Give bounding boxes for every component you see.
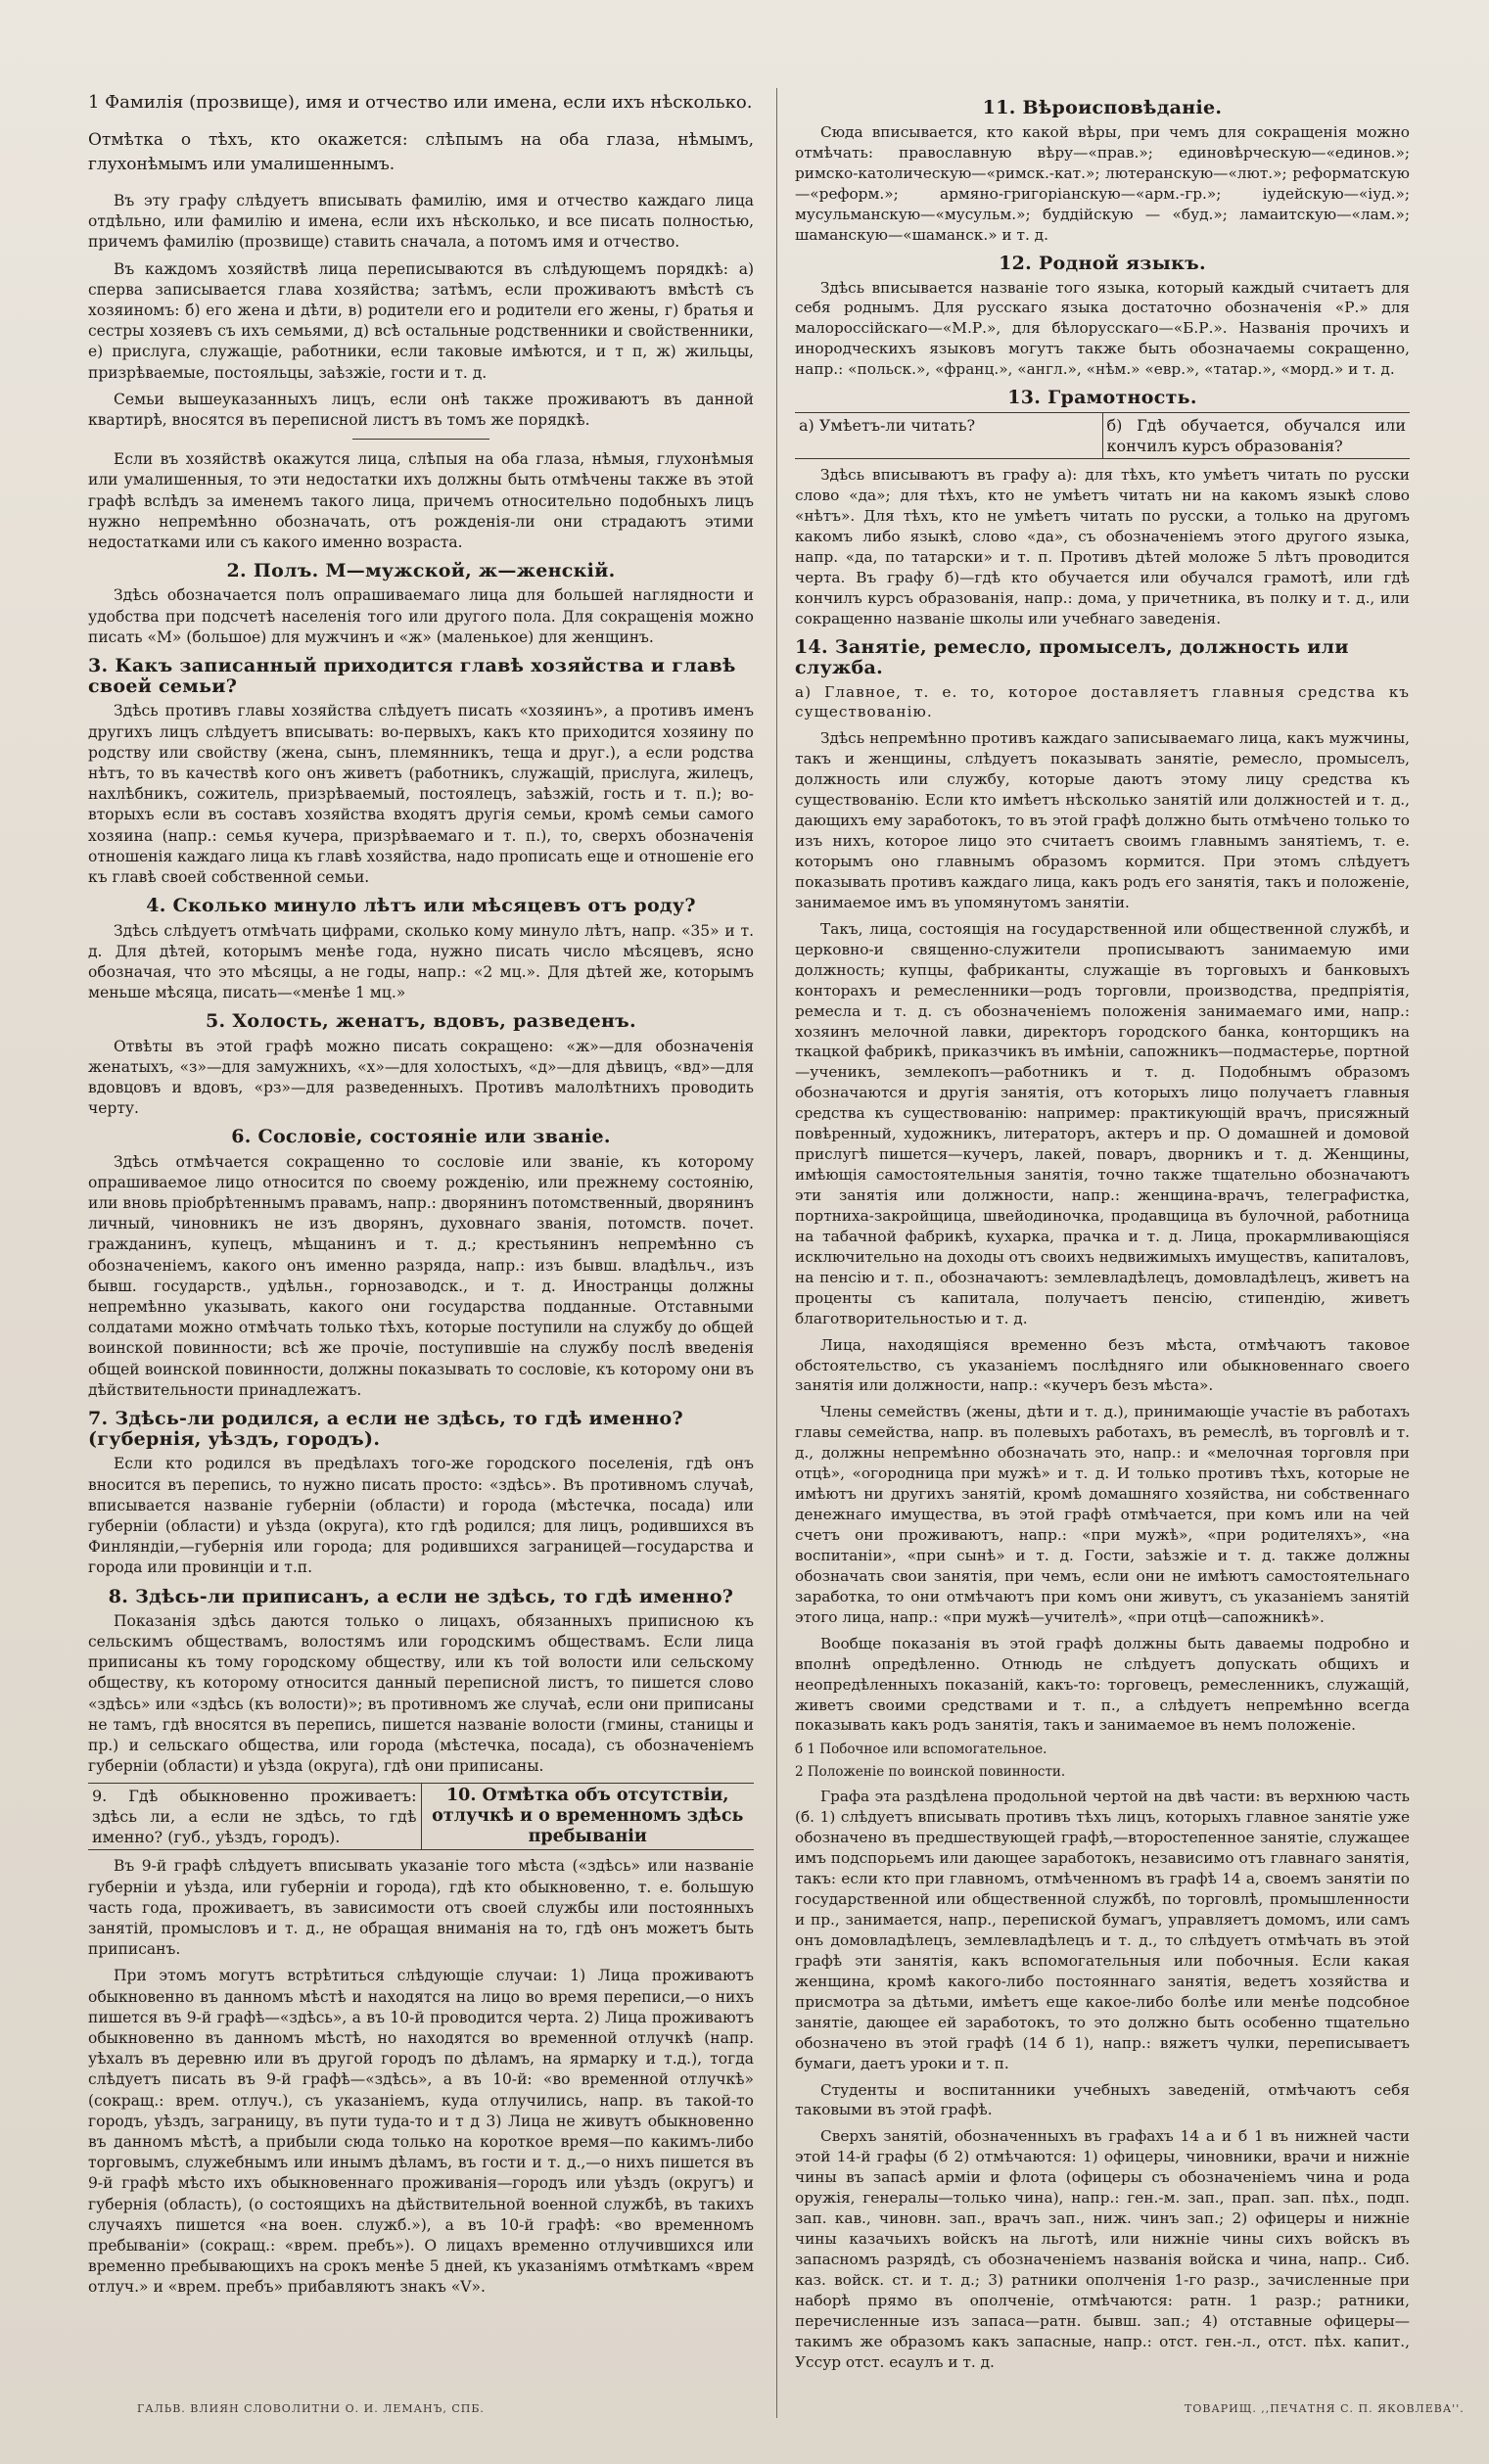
section-13-title: 13. Грамотность. — [1007, 387, 1197, 409]
paragraph: Сюда вписывается, кто какой вѣры, при чемъ для сокращенія можно отмѣчать: православную вѣру—«прав.»; единовѣрческую—«единов.»; римско-католическую—«римск.-кат.»; лютеранскую—«лют.»; реформатскую—«реформ.»; армяно-григоріанскую—«арм.-гр.»; іудейскую—«іуд.»; мусульманскую—«мусульм.»; буддійскую — «буд.»; ламаитскую—«лам.»; шаманскую—«шаманск.» и т. д. — [795, 122, 1410, 244]
section-5-title: 5. Холость, женатъ, вдовъ, разведенъ. — [206, 1010, 636, 1033]
column-divider — [776, 88, 777, 2418]
section-3-title: 3. Какъ записанный приходится главѣ хозяйства и главѣ своей семьи? — [88, 655, 736, 698]
paragraph: Отвѣты въ этой графѣ можно писать сокращено: «ж»—для обозначенія женатыхъ, «з»—для замужнихъ, «х»—для холостыхъ, «д»—для дѣвицъ, «вд»—для вдовцовъ и вдовъ, «рз»—для разведенныхъ. Противъ малолѣтнихъ проводить черту. — [88, 1037, 754, 1118]
paragraph: Здѣсь вписываютъ въ графу а): для тѣхъ, кто умѣетъ читать по русски слово «да»; для тѣхъ, кто не умѣетъ читать ни на какомъ языкѣ слово «нѣтъ». Для тѣхъ, кто не умѣетъ читать по русски, а только на другомъ какомъ либо языкѣ, слово «да», съ обозначеніемъ этого другого языка, напр. «да, по татарски» и т. п. Противъ дѣтей моложе 5 лѣтъ проводится черта. Въ графу б)—гдѣ кто обучается или обучался грамотѣ, или гдѣ кончилъ курсъ образованія, напр.: дома, у причетника, въ полку и т. д., или сокращенно названіе школы или учебнаго заведенія. — [795, 466, 1410, 628]
paragraph: Члены семействъ (жены, дѣти и т. д.), принимающіе участіе въ работахъ главы семейства, напр. въ полевыхъ работахъ, въ ремеслѣ, въ торговлѣ и т. д., должны непремѣнно обозначать это, напр.: и «мелочная торговля при отцѣ», «огородница при мужѣ» и т. д. И только противъ тѣхъ, которые не имѣютъ ни другихъ занятій, кромѣ домашняго хозяйства, ни собственнаго денежнаго имущества, въ этой графѣ отмѣчается, при комъ или на чей счетъ они проживаютъ, напр.: «при мужѣ», «при родителяхъ», «на воспитаніи», «при сынѣ» и т. д. Гости, заѣзжіе и т. д. также должны обозначать свои занятія, при чемъ, если они не имѣютъ самостоятельнаго заработка, то они отмѣчаютъ при комъ они живутъ, съ указаніемъ занятій этого лица, напр.: «при мужѣ—учителѣ», «при отцѣ—сапожникѣ». — [795, 1403, 1410, 1626]
printer-credit-right: ТОВАРИЩ. ,,ПЕЧАТНЯ С. П. ЯКОВЛЕВА''. — [1185, 2402, 1465, 2415]
paragraph: Здѣсь обозначается полъ опрашиваемаго лица для большей наглядности и удобства при подсчетѣ населенія того или другого пола. Для сокращенія можно писать «М» (большое) для мужчинъ и «ж» (маленькое) для женщинъ. — [88, 586, 754, 646]
paragraph: Такъ, лица, состоящія на государственной или общественной службѣ, и церковно-и священно-служители прописываютъ занимаемую ими должность; купцы, фабриканты, служащіе въ торговыхъ и банковыхъ конторахъ и ремесленники—родъ торговли, производства, предпріятія, ремесла и т. д. съ обозначеніемъ положенія занимаемаго ими, напр.: хозяинъ мелочной лавки, директоръ городского банка, конторщикъ на ткацкой фабрикѣ, приказчикъ въ имѣніи, сапожникъ—подмастерье, портной—ученикъ, землекопъ—работникъ и т. д. Подобнымъ образомъ обозначаются и другія занятія, отъ которыхъ лицо получаетъ главныя средства къ существованію: например: практикующій врачъ, присяжный повѣренный, художникъ, литераторъ, актеръ и пр. О домашней и домовой прислугѣ пишется—кучеръ, лакей, поваръ, дворникъ и т. д. Женщины, имѣющія самостоятельныя занятія, точно также тщательно обозначаютъ эти занятія или должности, напр.: женщина-врачъ, телеграфистка, портниха-закройщица, швейодиночка, продавщица въ булочной, работница на табачной фабрикѣ, кухарка, прачка и т. д. Лица, прокармливающіяся исключительно на доходы отъ своихъ недвижимыхъ имуществъ, капиталовъ, на пенсію и т. п., обозначаютъ: землевладѣлецъ, домовладѣлецъ, живетъ на проценты съ капитала, получаетъ пенсію, стипендію, живетъ благотворительностью и т. д. — [795, 919, 1410, 1327]
section-9-10-header — [88, 1783, 754, 1850]
paragraph: Сверхъ занятій, обозначенныхъ въ графахъ 14 а и б 1 въ нижней части этой 14-й графы (б 2) отмѣчаются: 1) офицеры, чиновники, врачи и нижніе чины въ запасѣ арміи и флота (офицеры съ обозначеніемъ чина и рода оружія, генералы—только чина), напр.: ген.-м. зап., прап. зап. пѣх., подп. зап. кав., чиновн. зап., врачъ зап., ниж. чинъ зап.; 2) офицеры и нижніе чины казачьихъ войскъ на льготѣ, или нижніе чины сихъ войскъ въ запасномъ разрядѣ, съ обозначеніемъ названія войска и чина, напр.. Сиб. каз. войск. ст. и т. д.; 3) ратники ополченія 1-го разр., зачисленные при наборѣ прямо въ ополченіе, отмѣчаются: ратн. 1 разр.; ратники, перечисленные изъ запаса—ратн. бывш. зап.; 4) отставные офицеры—такимъ же образомъ какъ запасные, напр.: отст. ген.-л., отст. пѣх. капит., Уссур отст. есаулъ и т. д. — [795, 2127, 1410, 2371]
paragraph: Показанія здѣсь даются только о лицахъ, обязанныхъ приписною къ сельскимъ обществамъ, волостямъ или городскимъ обществамъ. Если лица приписаны къ тому городскому обществу, или къ той волости или сельскому обществу, къ которому относится данный переписной листъ, то пишется слово «здѣсь» или «здѣсь (къ волости)»; въ противномъ же случаѣ, если они приписаны не тамъ, гдѣ вносятся въ перепись, пишется названіе волости (гмины, станицы и пр.) и сельскаго общества, или города (мѣстечка, посада), съ обозначеніемъ губерніи (области) и уѣзда (округа), гдѣ они приписаны. — [88, 1611, 754, 1776]
paragraph: Вообще показанія въ этой графѣ должны быть даваемы подробно и вполнѣ опредѣленно. Отнюдь не слѣдуетъ допускать общихъ и неопредѣленныхъ показаній, какъ-то: торговецъ, ремесленникъ, служащій, живетъ своими средствами и т. п., а слѣдуетъ непремѣнно всегда показывать какъ родъ занятія, такъ и занимаемое въ немъ положеніе. — [795, 1634, 1410, 1735]
section-10-title: 10. Отмѣтка объ отсутствіи, отлучкѣ и о временномъ здѣсь пребываніи — [421, 1784, 755, 1849]
paragraph: Въ 9-й графѣ слѣдуетъ вписывать указаніе того мѣста («здѣсь» или названіе губерніи и уѣзда, или губерніи и города), гдѣ кто обыкновенно, т. е. большую часть года, проживаетъ, въ зависимости отъ своей службы или постоянныхъ занятій, промысловъ и т. д., не обращая вниманія на то, гдѣ онъ можетъ быть приписанъ. — [88, 1857, 754, 1959]
section-1-note: Отмѣтка о тѣхъ, кто окажется: слѣпымъ на оба глаза, нѣмымъ, глухонѣмымъ или умалишеннымъ. — [88, 130, 754, 174]
section-7-title: 7. Здѣсь-ли родился, а если не здѣсь, то гдѣ именно? (губернія, уѣздъ, городъ). — [88, 1407, 683, 1451]
paragraph: Если кто родился въ предѣлахъ того-же городского поселенія, гдѣ онъ вносится въ перепись, то нужно писать просто: «здѣсь». Въ противномъ случаѣ, вписывается названіе губерніи (области) и города (мѣстечка, посада) или губерніи (области) и уѣзда (округа), кто гдѣ родился; для лицъ, родившихся въ Финляндіи,—губернія или города; для родившихся заграницей—государства и города или провинціи и т.п. — [88, 1455, 754, 1577]
section-2-title: 2. Полъ. М—мужской, ж—женскій. — [226, 560, 616, 582]
paragraph: Здѣсь вписывается названіе того языка, который каждый считаетъ для себя роднымъ. Для русскаго языка достаточно обозначенія «Р.» для малороссійскаго—«М.Р.», для бѣлорусскаго—«Б.Р.». Названія прочихъ и инородческихъ языковъ могутъ также быть обозначаемы сокращенно, напр.: «польск.», «франц.», «англ.», «нѣм.» «евр.», «татар.», «морд.» и т. д. — [795, 278, 1410, 379]
section-12-title: 12. Родной языкъ. — [999, 252, 1206, 274]
left-column — [88, 90, 754, 2304]
paragraph: Здѣсь непремѣнно противъ каждаго записываемаго лица, какъ мужчины, такъ и женщины, слѣдуетъ показывать занятіе, ремесло, промыселъ, должность или службу, которые даютъ этому лицу средства къ существованію. Если кто имѣетъ нѣсколько занятій или должностей и т. д., дающихъ ему заработокъ, то въ этой графѣ должно быть отмѣчено только то изъ нихъ, которое лицо это считаетъ своимъ главнымъ занятіемъ, т. е. которымъ оно главнымъ образомъ кормится. При этомъ слѣдуетъ показывать противъ каждаго лица, какъ родъ его занятія, такъ и положеніе, занимаемое имъ въ упомянутомъ занятіи. — [795, 729, 1410, 911]
section-13a-label: а) Умѣетъ-ли читать? — [799, 416, 976, 436]
paragraph: При этомъ могутъ встрѣтиться слѣдующіе случаи: 1) Лица проживаютъ обыкновенно въ данномъ мѣстѣ и находятся на лицо во время переписи,—о нихъ пишется въ 9-й графѣ—«здѣсь», а въ 10-й проводится черта. 2) Лица проживаютъ обыкновенно въ данномъ мѣстѣ, но находятся во временной отлучкѣ (напр. уѣхалъ въ деревню или въ другой городъ по дѣламъ, на ярмарку и т.д.), тогда слѣдуетъ писать въ 9-й графѣ—«здѣсь», а въ 10-й: «во временной отлучкѣ» (сокращ.: врем. отлуч.), съ указаніемъ, куда отлучились, напр. въ такой-то городъ, уѣздъ, заграницу, въ пути туда-то и т д 3) Лица не живутъ обыкновенно въ данномъ мѣстѣ, а прибыли сюда только на короткое время—по какимъ-либо торговымъ, служебнымъ или инымъ дѣламъ, въ гости и т. д.,—о нихъ пишется въ 9-й графѣ мѣсто ихъ обыкновеннаго проживанія—городъ или уѣздъ (округъ) и губернія (область), (о состоящихъ на дѣйствительной военной службѣ, въ такихъ случаяхъ пишется «на воен. служб.»), а въ 10-й графѣ: «во временномъ пребываніи» (сокращ.: «врем. пребъ»). О лицахъ временно отлучившихся или временно пребывающихъ на срокъ менѣе 5 дней, къ указаніямъ отмѣткамъ «врем отлуч.» и «врем. пребъ» прибавляютъ знакъ «V». — [88, 1967, 754, 2297]
section-14-title: 14. Занятіе, ремесло, промыселъ, должность или служба. — [795, 635, 1349, 678]
section-14a-label: а) Главное, т. е. то, которое доставляетъ главныя средства къ существованію. — [795, 682, 1410, 721]
paragraph: Здѣсь слѣдуетъ отмѣчать цифрами, сколько кому минуло лѣтъ, напр. «35» и т. д. Для дѣтей, которымъ менѣе года, нужно писать число мѣсяцевъ, ясно обозначая, что это мѣсяцы, а не годы, напр.: «2 мц.». Для дѣтей же, которымъ меньше мѣсяца, писать—«менѣе 1 мц.» — [88, 921, 754, 1002]
printer-credit-left: ГАЛЬВ. ВЛИЯН СЛОВОЛИТНИ О. И. ЛЕМАНЪ, СПБ. — [137, 2402, 485, 2415]
paragraph: Семьи вышеуказанныхъ лицъ, если онѣ также проживаютъ въ данной квартирѣ, вносятся въ переписной листъ въ томъ же порядкѣ. — [88, 390, 754, 430]
section-6-title: 6. Сословіе, состояніе или званіе. — [231, 1126, 611, 1148]
section-14b1-label: б 1 Побочное или вспомогательное. — [795, 1742, 1047, 1758]
section-9-title: 9. Гдѣ обыкновенно проживаетъ: здѣсь ли, а если не здѣсь, то гдѣ именно? (губ., уѣздъ, городъ). — [92, 1787, 417, 1847]
section-1-title: 1 Фамилія (прозвище), имя и отчество или имена, если ихъ нѣсколько. — [88, 92, 753, 113]
paragraph: Если въ хозяйствѣ окажутся лица, слѣпыя на оба глаза, нѣмыя, глухонѣмыя или умалишенныя, то эти недостатки ихъ должны быть отмѣчены также въ этой графѣ вслѣдъ за именемъ такого лица, причемъ относительно подобныхъ лицъ нужно непремѣнно обозначать, отъ рожденія-ли они страдаютъ этими недостатками или съ какого именно возраста. — [88, 450, 754, 552]
section-14b2-label: 2 Положеніе по воинской повинности. — [795, 1764, 1066, 1781]
right-column — [795, 90, 1410, 2379]
section-13b-label: б) Гдѣ обучается, обучался или кончилъ курсъ образованія? — [1102, 413, 1411, 458]
section-4-title: 4. Сколько минуло лѣтъ или мѣсяцевъ отъ роду? — [146, 895, 696, 917]
paragraph: Графа эта раздѣлена продольной чертой на двѣ части: въ верхнюю часть (б. 1) слѣдуетъ вписывать противъ тѣхъ лицъ, которыхъ главное занятіе уже обозначено въ предшествующей графѣ,—второстепенное занятіе, служащее имъ подспорьемъ или дающее заработокъ, независимо отъ главнаго занятія, такъ: если кто при главномъ, отмѣченномъ въ графѣ 14 а, своемъ занятіи по государственной или общественной службѣ, по торговлѣ, промышленности и пр., занимается, напр., перепиской бумагъ, управляетъ домомъ, или самъ онъ домовладѣлецъ, землевладѣлецъ и т. д., то слѣдуетъ отмѣчать въ этой графѣ эти занятія, какъ вспомогательныя или побочныя. Если какая женщина, кромѣ какого-либо постояннаго занятія, ведетъ хозяйства и присмотра за дѣтьми, имѣетъ еще какое-либо болѣе или менѣе подсобное занятіе, дающее ей заработокъ, то это должно быть особенно тщательно обозначено въ этой графѣ (14 б 1), напр.: вяжетъ чулки, переписываетъ бумаги, даетъ уроки и т. п. — [795, 1788, 1410, 2072]
paragraph: Лица, находящіяся временно безъ мѣста, отмѣчаютъ таковое обстоятельство, съ указаніемъ послѣдняго или обыкновеннаго своего занятія или должности, напр.: «кучеръ безъ мѣста». — [795, 1335, 1410, 1395]
paragraph: Въ каждомъ хозяйствѣ лица переписываются въ слѣдующемъ порядкѣ: а) сперва записывается глава хозяйства; затѣмъ, если проживаютъ вмѣстѣ съ хозяиномъ: б) его жена и дѣти, в) родители его и родители его жены, г) братья и сестры хозяевъ съ ихъ семьями, д) всѣ остальные родственники и свойственники, е) прислуга, служащіе, работники, если таковые имѣются, и т п, ж) жильцы, призрѣваемые, постояльцы, заѣзжіе, гости и т. д. — [88, 259, 754, 382]
section-11-title: 11. Вѣроисповѣданіе. — [982, 97, 1223, 118]
paragraph: Студенты и воспитанники учебныхъ заведеній, отмѣчаютъ себя таковыми въ этой графѣ. — [795, 2080, 1410, 2119]
paragraph: Здѣсь отмѣчается сокращенно то сословіе или званіе, къ которому опрашиваемое лицо относится по своему рожденію, или прежнему состоянію, или вновь пріобрѣтеннымъ правамъ, напр.: дворянинъ потомственный, дворянинъ личный, чиновникъ не изъ дворянъ, духовнаго званія, потомств. почет. гражданинъ, купецъ, мѣщанинъ и т. д.; крестьянинъ непремѣнно съ обозначеніемъ, какого онъ именно разряда, напр.: изъ бывш. владѣльч., изъ бывш. государств., удѣльн., горнозаводск., и т. д. Иностранцы должны непремѣнно указывать, какого они государства подданные. Отставными солдатами можно отмѣчать только тѣхъ, которые поступили на службу до общей воинской повинности; всѣ же прочіе, поступившіе на службу послѣ введенія общей воинской повинности, должны показывать то сословіе, къ которому они въ дѣйствительности принадлежатъ. — [88, 1152, 754, 1399]
paragraph: Въ эту графу слѣдуетъ вписывать фамилію, имя и отчество каждаго лица отдѣльно, или фамилію и имена, если ихъ нѣсколько, и все писать полностью, причемъ фамилію (прозвище) ставить сначала, а потомъ имя и отчество. — [88, 192, 754, 252]
paragraph: Здѣсь противъ главы хозяйства слѣдуетъ писать «хозяинъ», а противъ именъ другихъ лицъ слѣдуетъ вписывать: во-первыхъ, какъ кто приходится хозяину по родству или свойству (жена, сынъ, племянникъ, теща и друг.), а если родства нѣтъ, то въ качествѣ кого онъ живетъ (работникъ, служащій, прислуга, жилецъ, нахлѣбникъ, сожитель, призрѣваемый, постоялецъ, заѣзжій, гость и т. п.); во-вторыхъ если въ составъ хозяйства входятъ другія семьи, кромѣ семьи самого хозяина (напр.: семья кучера, призрѣваемаго и т. п.), то, сверхъ обозначенія отношенія каждаго лица къ главѣ хозяйства, надо прописать еще и отношеніе его къ главѣ своей собственной семьи. — [88, 702, 754, 887]
divider-rule — [352, 439, 489, 440]
section-8-title: 8. Здѣсь-ли приписанъ, а если не здѣсь, то гдѣ именно? — [108, 1585, 734, 1607]
section-13-columns — [795, 412, 1410, 459]
